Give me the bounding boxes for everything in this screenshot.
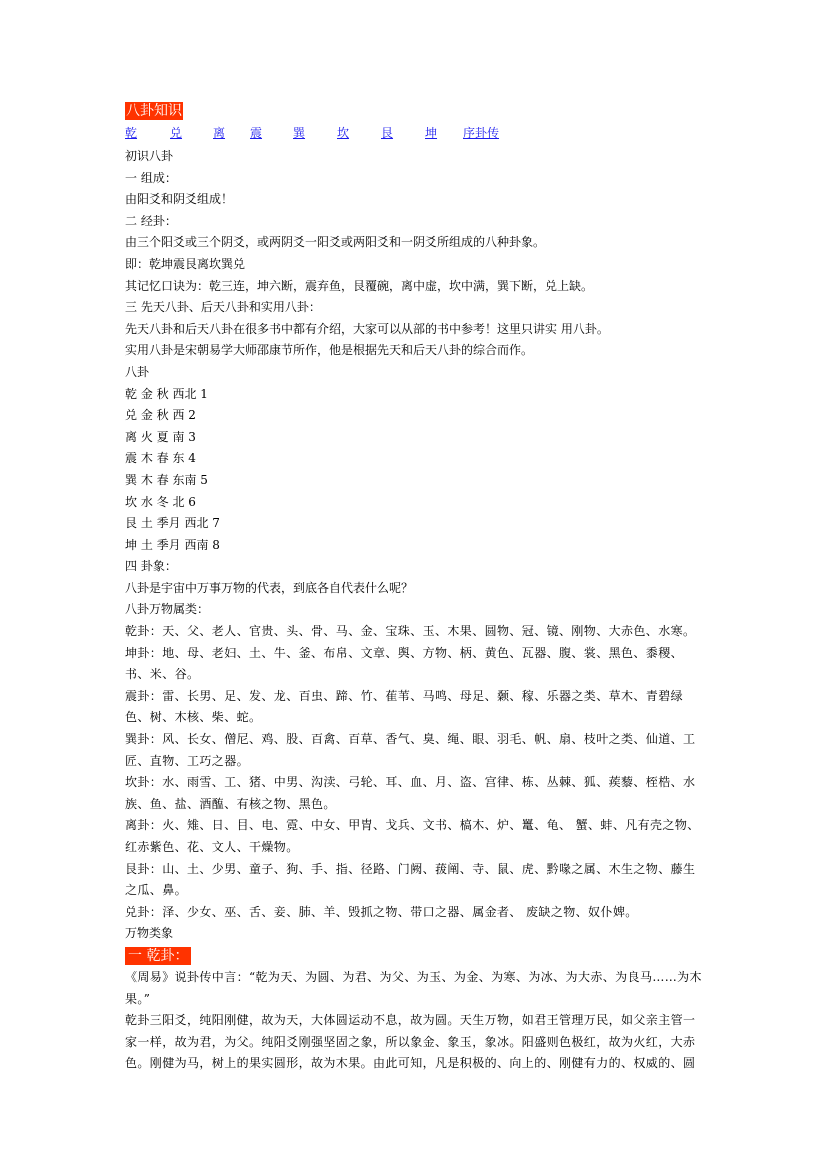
section-title: 一 乾卦： bbox=[125, 947, 191, 965]
intro-line: 二 经卦： bbox=[125, 213, 177, 228]
nav-link-kun[interactable]: 坤 bbox=[425, 126, 438, 140]
nav-link-li[interactable]: 离 bbox=[213, 126, 226, 140]
trigram-row: 震 木 春 东 4 bbox=[125, 451, 196, 466]
section-qian bbox=[125, 945, 707, 1075]
trigram-row: 巽 木 春 东南 5 bbox=[125, 472, 208, 487]
page-title: 八卦知识 bbox=[126, 103, 182, 119]
intro-line: 八卦 bbox=[125, 364, 150, 379]
nav-link-kan[interactable]: 坎 bbox=[337, 126, 350, 140]
title-row bbox=[125, 100, 707, 120]
nav-link-qian[interactable]: 乾 bbox=[125, 126, 138, 140]
trigram-row: 艮 土 季月 西北 7 bbox=[125, 516, 220, 531]
category-paragraph: 震卦：雷、长男、足、发、龙、百虫、蹄、竹、萑苇、马鸣、母足、颡、稼、乐器之类、草木、青碧绿色、树、木核、柴、蛇。 bbox=[125, 688, 684, 725]
nav-link-xuguazhuan[interactable]: 序卦传 bbox=[463, 126, 500, 140]
intro-line: 其记忆口诀为：乾三连，坤六断，震弃鱼，艮覆碗，离中虚，坎中满，巽下断，兑上缺。 bbox=[125, 278, 594, 293]
trigram-nav bbox=[125, 124, 707, 146]
category-paragraph: 坎卦：水、雨雪、工、猪、中男、沟渎、弓轮、耳、血、月、盗、宫律、栋、丛棘、狐、蒺藜、桎梏、水族、鱼、盐、酒醢、有核之物、黑色。 bbox=[125, 775, 696, 811]
category-paragraph: 乾卦：天、父、老人、官贵、头、骨、马、金、宝珠、玉、木果、圆物、冠、镜、刚物、大赤色、水寒。 bbox=[125, 624, 696, 639]
trigram-row: 坤 土 季月 西南 8 bbox=[125, 537, 220, 552]
trigram-row: 乾 金 秋 西北 1 bbox=[125, 386, 208, 401]
nav-link-gen[interactable]: 艮 bbox=[381, 126, 394, 140]
trigram-row: 离 火 夏 南 3 bbox=[125, 429, 196, 444]
categories-section bbox=[125, 621, 707, 923]
intro-section bbox=[125, 146, 707, 621]
nav-link-zhen[interactable]: 震 bbox=[250, 126, 263, 140]
wanwu-label: 万物类象 bbox=[125, 926, 174, 941]
category-paragraph: 离卦：火、雉、日、目、电、霓、中女、甲胄、戈兵、文书、槁木、炉、鼍、龟、 蟹、蚌、凡有壳之物、红赤紫色、花、文人、干燥物。 bbox=[125, 818, 700, 854]
section-paragraph: 乾卦三阳爻，纯阳刚健，故为天，大体圆运动不息，故为圆。天生万物，如君王管理万民，如父亲主管一家一样，故为君，为父。纯阳爻刚强坚固之象，所以象金、象玉，象冰。阳盛则色极红，故为火红，大赤色。刚健为马，树上的果实圆形，故为木果。由此可知，凡是积极的、向上的、刚健有力的、权威的、圆 bbox=[125, 1013, 696, 1071]
category-paragraph: 艮卦：山、土、少男、童子、狗、手、指、径路、门阙、菝阐、寺、鼠、虎、黔喙之属、木生之物、藤生之瓜、鼻。 bbox=[125, 861, 696, 898]
nav-link-dui[interactable]: 兑 bbox=[170, 126, 183, 140]
intro-line: 一 组成： bbox=[125, 170, 177, 185]
intro-line: 初识八卦 bbox=[125, 149, 174, 163]
intro-line: 先天八卦和后天八卦在很多书中都有介绍，大家可以从部的书中参考！这里只讲实 用八卦。 bbox=[125, 321, 609, 336]
intro-line: 八卦万物属类： bbox=[125, 602, 210, 617]
category-paragraph: 坤卦：地、母、老妇、土、牛、釜、布帛、文章、舆、方物、柄、黄色、瓦器、腹、裳、黑色、黍稷、书、米、谷。 bbox=[125, 645, 684, 682]
intro-line: 实用八卦是宋朝易学大师邵康节所作，他是根据先天和后天八卦的综合而作。 bbox=[125, 343, 534, 358]
intro-line: 四 卦象： bbox=[125, 559, 177, 574]
trigram-row: 坎 水 冬 北 6 bbox=[125, 494, 196, 509]
section-paragraph: 《周易》说卦传中言：“乾为天、为圆、为君、为父、为玉、为金、为寒、为冰、为大赤、为良马……为木果。” bbox=[125, 969, 702, 1006]
intro-line: 即：乾坤震艮离坎巽兑 bbox=[125, 256, 246, 271]
document-page bbox=[125, 100, 707, 1075]
trigram-row: 兑 金 秋 西 2 bbox=[125, 408, 196, 423]
category-paragraph: 兑卦：泽、少女、巫、舌、妾、肺、羊、毁抓之物、带口之器、属金者、 废缺之物、奴仆婢。 bbox=[125, 904, 638, 919]
intro-line: 三 先天八卦、后天八卦和实用八卦： bbox=[125, 300, 321, 315]
nav-link-xun[interactable]: 巽 bbox=[293, 126, 306, 140]
intro-line: 八卦是宇宙中万事万物的代表，到底各自代表什么呢？ bbox=[125, 580, 414, 595]
intro-line: 由三个阳爻或三个阴爻，或两阴爻一阳爻或两阳爻和一阴爻所组成的八种卦象。 bbox=[125, 235, 546, 250]
intro-line: 由阳爻和阴爻组成！ bbox=[125, 192, 234, 207]
category-paragraph: 巽卦：风、长女、僧尼、鸡、股、百禽、百草、香气、臭、绳、眼、羽毛、帆、扇、枝叶之类、仙道、工匠、直物、工巧之器。 bbox=[125, 732, 696, 768]
